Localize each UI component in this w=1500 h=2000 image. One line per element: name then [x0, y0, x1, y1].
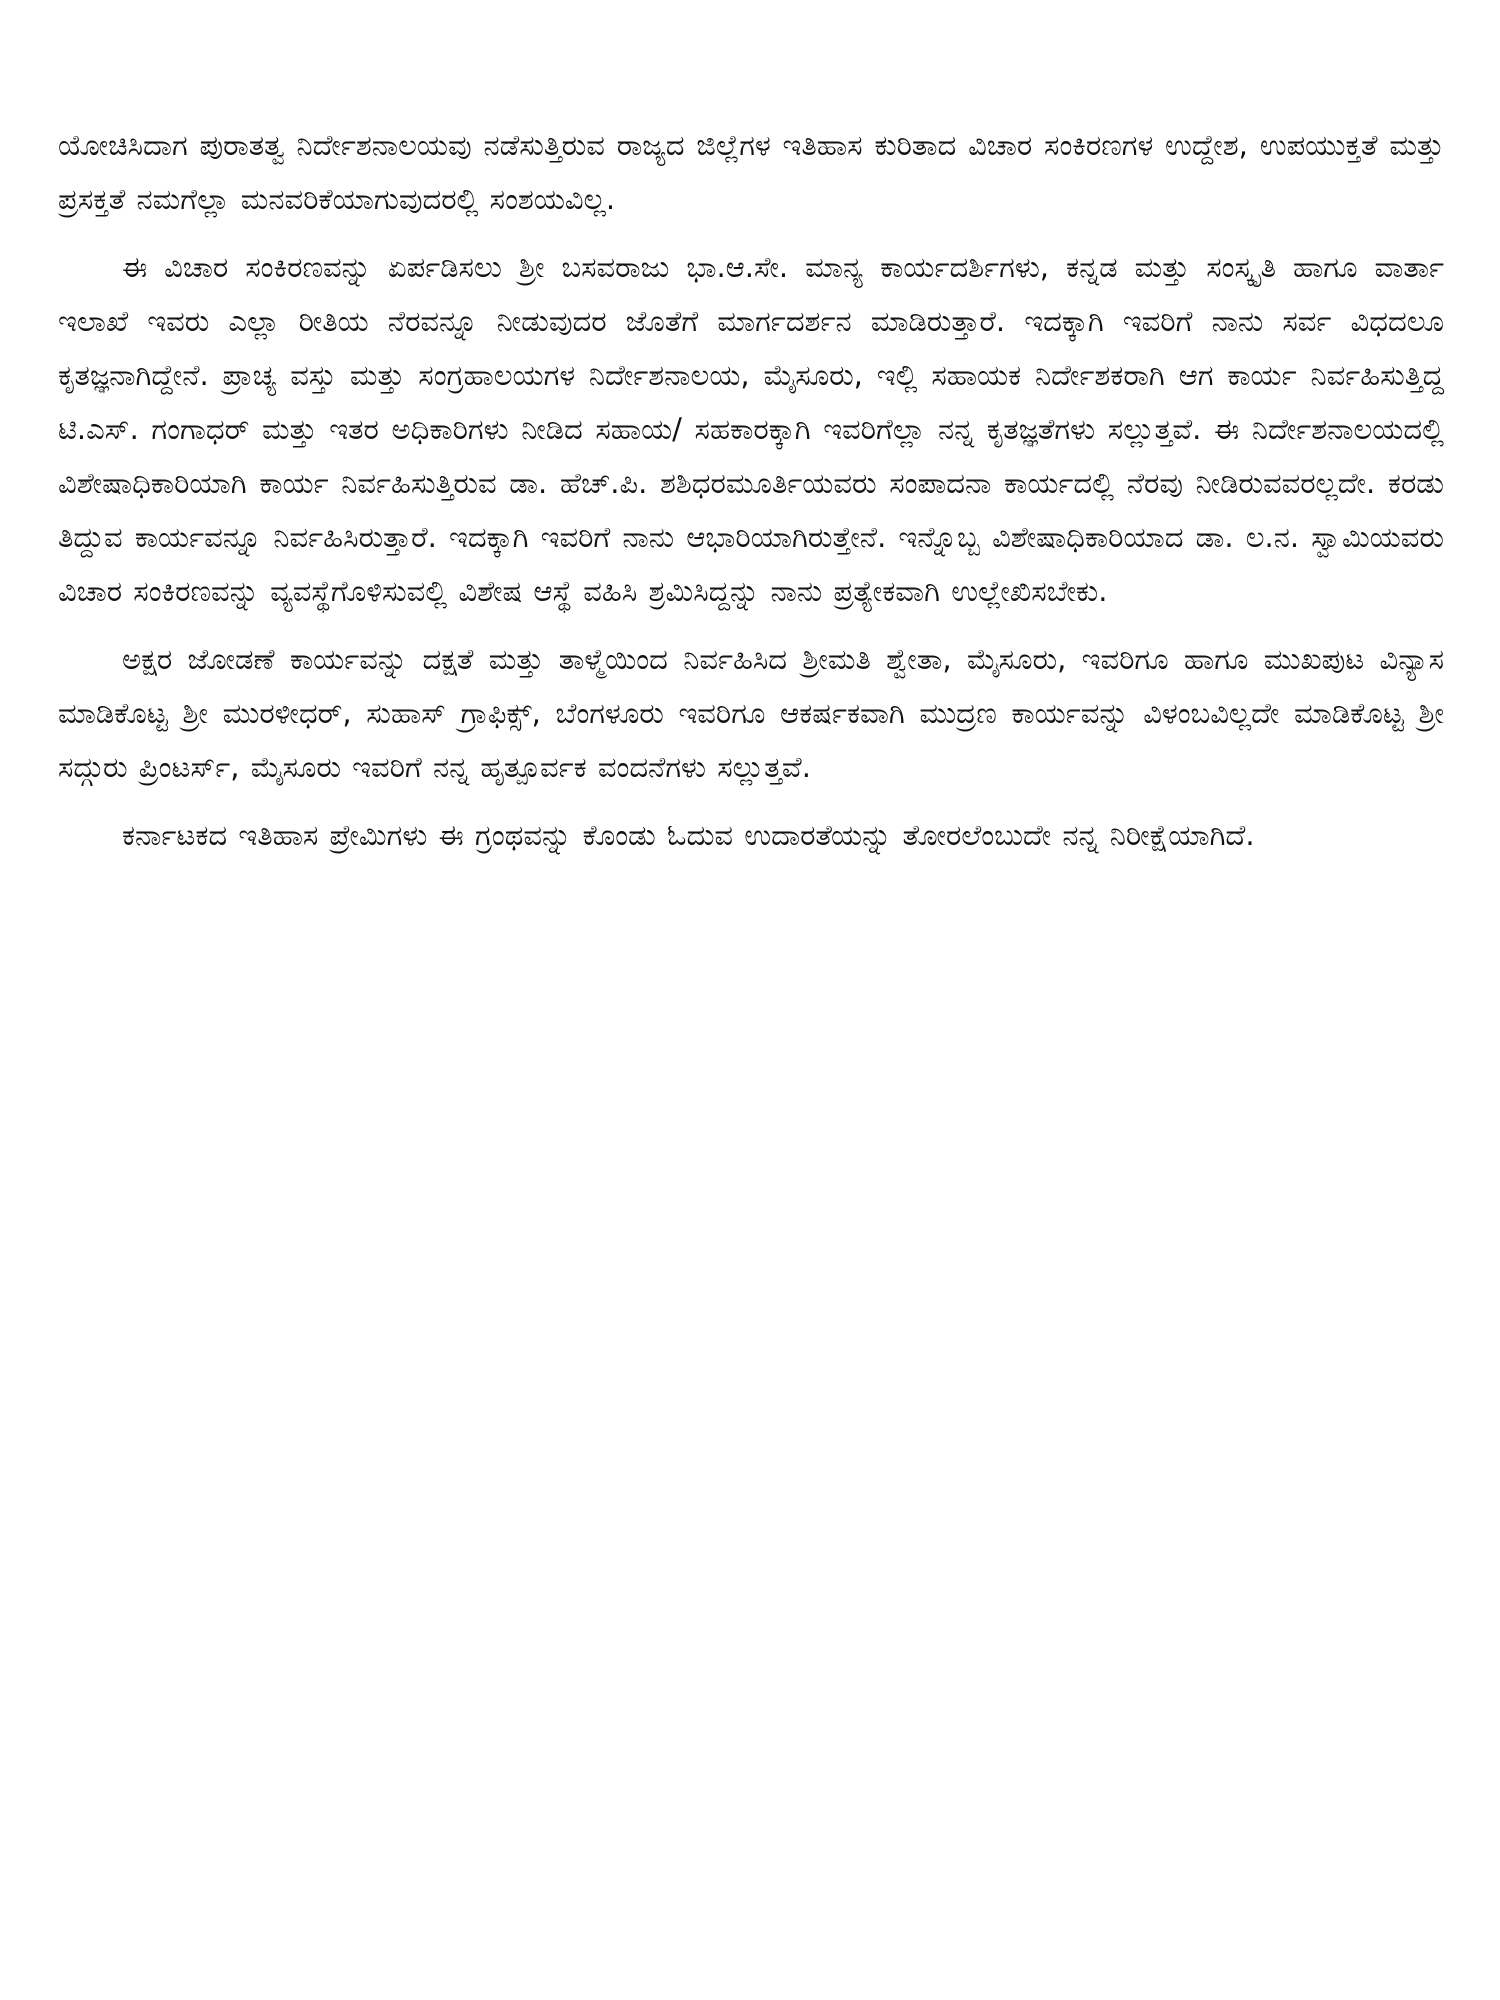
paragraph-1: ಯೋಚಿಸಿದಾಗ ಪುರಾತತ್ವ ನಿರ್ದೇಶನಾಲಯವು ನಡೆಸುತ್ತಿರುವ ರಾಜ್ಯದ ಜಿಲ್ಲೆಗಳ ಇತಿಹಾಸ ಕುರಿತಾದ ವಿಚಾರ ಸಂಕಿರಣಗಳ ಉದ್ದೇಶ, ಉಪಯುಕ್ತತೆ ಮತ್ತು ಪ್ರಸಕ್ತತೆ ನಮಗೆಲ್ಲಾ ಮನವರಿಕೆಯಾಗುವುದರಲ್ಲಿ ಸಂಶಯವಿಲ್ಲ.	[58, 128, 1444, 216]
paragraph-3: ಅಕ್ಷರ ಜೋಡಣೆ ಕಾರ್ಯವನ್ನು ದಕ್ಷತೆ ಮತ್ತು ತಾಳ್ಮೆಯಿಂದ ನಿರ್ವಹಿಸಿದ ಶ್ರೀಮತಿ ಶ್ವೇತಾ, ಮೈಸೂರು, ಇವರಿಗೂ ಹಾಗೂ ಮುಖಪುಟ ವಿನ್ಯಾಸ ಮಾಡಿಕೊಟ್ಟ ಶ್ರೀ ಮುರಳೀಧರ್, ಸುಹಾಸ್ ಗ್ರಾಫಿಕ್ಸ್, ಬೆಂಗಳೂರು ಇವರಿಗೂ ಆಕರ್ಷಕವಾಗಿ ಮುದ್ರಣ ಕಾರ್ಯವನ್ನು ವಿಳಂಬವಿಲ್ಲದೇ ಮಾಡಿಕೊಟ್ಟ ಶ್ರೀ ಸದ್ಗುರು ಪ್ರಿಂಟರ್ಸ್, ಮೈಸೂರು ಇವರಿಗೆ ನನ್ನ ಹೃತ್ಪೂರ್ವಕ ವಂದನೆಗಳು ಸಲ್ಲುತ್ತವೆ.	[58, 642, 1444, 784]
document-body	[58, 118, 1444, 876]
paragraph-4: ಕರ್ನಾಟಕದ ಇತಿಹಾಸ ಪ್ರೇಮಿಗಳು ಈ ಗ್ರಂಥವನ್ನು ಕೊಂಡು ಓದುವ ಉದಾರತೆಯನ್ನು ತೋರಲೆಂಬುದೇ ನನ್ನ ನಿರೀಕ್ಷೆಯಾಗಿದೆ.	[122, 818, 1255, 852]
paragraph-2: ಈ ವಿಚಾರ ಸಂಕಿರಣವನ್ನು ಏರ್ಪಡಿಸಲು ಶ್ರೀ ಬಸವರಾಜು ಭಾ.ಆ.ಸೇ. ಮಾನ್ಯ ಕಾರ್ಯದರ್ಶಿಗಳು, ಕನ್ನಡ ಮತ್ತು ಸಂಸ್ಕೃತಿ ಹಾಗೂ ವಾರ್ತಾ ಇಲಾಖೆ ಇವರು ಎಲ್ಲಾ ರೀತಿಯ ನೆರವನ್ನೂ ನೀಡುವುದರ ಜೊತೆಗೆ ಮಾರ್ಗದರ್ಶನ ಮಾಡಿರುತ್ತಾರೆ. ಇದಕ್ಕಾಗಿ ಇವರಿಗೆ ನಾನು ಸರ್ವ ವಿಧದಲೂ ಕೃತಜ್ಞನಾಗಿದ್ದೇನೆ. ಪ್ರಾಚ್ಯ ವಸ್ತು ಮತ್ತು ಸಂಗ್ರಹಾಲಯಗಳ ನಿರ್ದೇಶನಾಲಯ, ಮೈಸೂರು, ಇಲ್ಲಿ ಸಹಾಯಕ ನಿರ್ದೇಶಕರಾಗಿ ಆಗ ಕಾರ್ಯ ನಿರ್ವಹಿಸುತ್ತಿದ್ದ ಟಿ.ಎಸ್. ಗಂಗಾಧರ್ ಮತ್ತು ಇತರ ಅಧಿಕಾರಿಗಳು ನೀಡಿದ ಸಹಾಯ/ ಸಹಕಾರಕ್ಕಾಗಿ ಇವರಿಗೆಲ್ಲಾ ನನ್ನ ಕೃತಜ್ಞತೆಗಳು ಸಲ್ಲುತ್ತವೆ. ಈ ನಿರ್ದೇಶನಾಲಯದಲ್ಲಿ ವಿಶೇಷಾಧಿಕಾರಿಯಾಗಿ ಕಾರ್ಯ ನಿರ್ವಹಿಸುತ್ತಿರುವ ಡಾ. ಹೆಚ್.ಪಿ. ಶಶಿಧರಮೂರ್ತಿಯವರು ಸಂಪಾದನಾ ಕಾರ್ಯದಲ್ಲಿ ನೆರವು ನೀಡಿರುವವರಲ್ಲದೇ. ಕರಡು ತಿದ್ದುವ ಕಾರ್ಯವನ್ನೂ ನಿರ್ವಹಿಸಿರುತ್ತಾರೆ. ಇದಕ್ಕಾಗಿ ಇವರಿಗೆ ನಾನು ಆಭಾರಿಯಾಗಿರುತ್ತೇನೆ. ಇನ್ನೊಬ್ಬ ವಿಶೇಷಾಧಿಕಾರಿಯಾದ ಡಾ. ಲ.ನ. ಸ್ವಾಮಿಯವರು ವಿಚಾರ ಸಂಕಿರಣವನ್ನು ವ್ಯವಸ್ಥೆಗೊಳಿಸುವಲ್ಲಿ ವಿಶೇಷ ಆಸ್ಥೆ ವಹಿಸಿ ಶ್ರಮಿಸಿದ್ದನ್ನು ನಾನು ಪ್ರತ್ಯೇಕವಾಗಿ ಉಲ್ಲೇಖಿಸಬೇಕು.	[58, 250, 1444, 608]
